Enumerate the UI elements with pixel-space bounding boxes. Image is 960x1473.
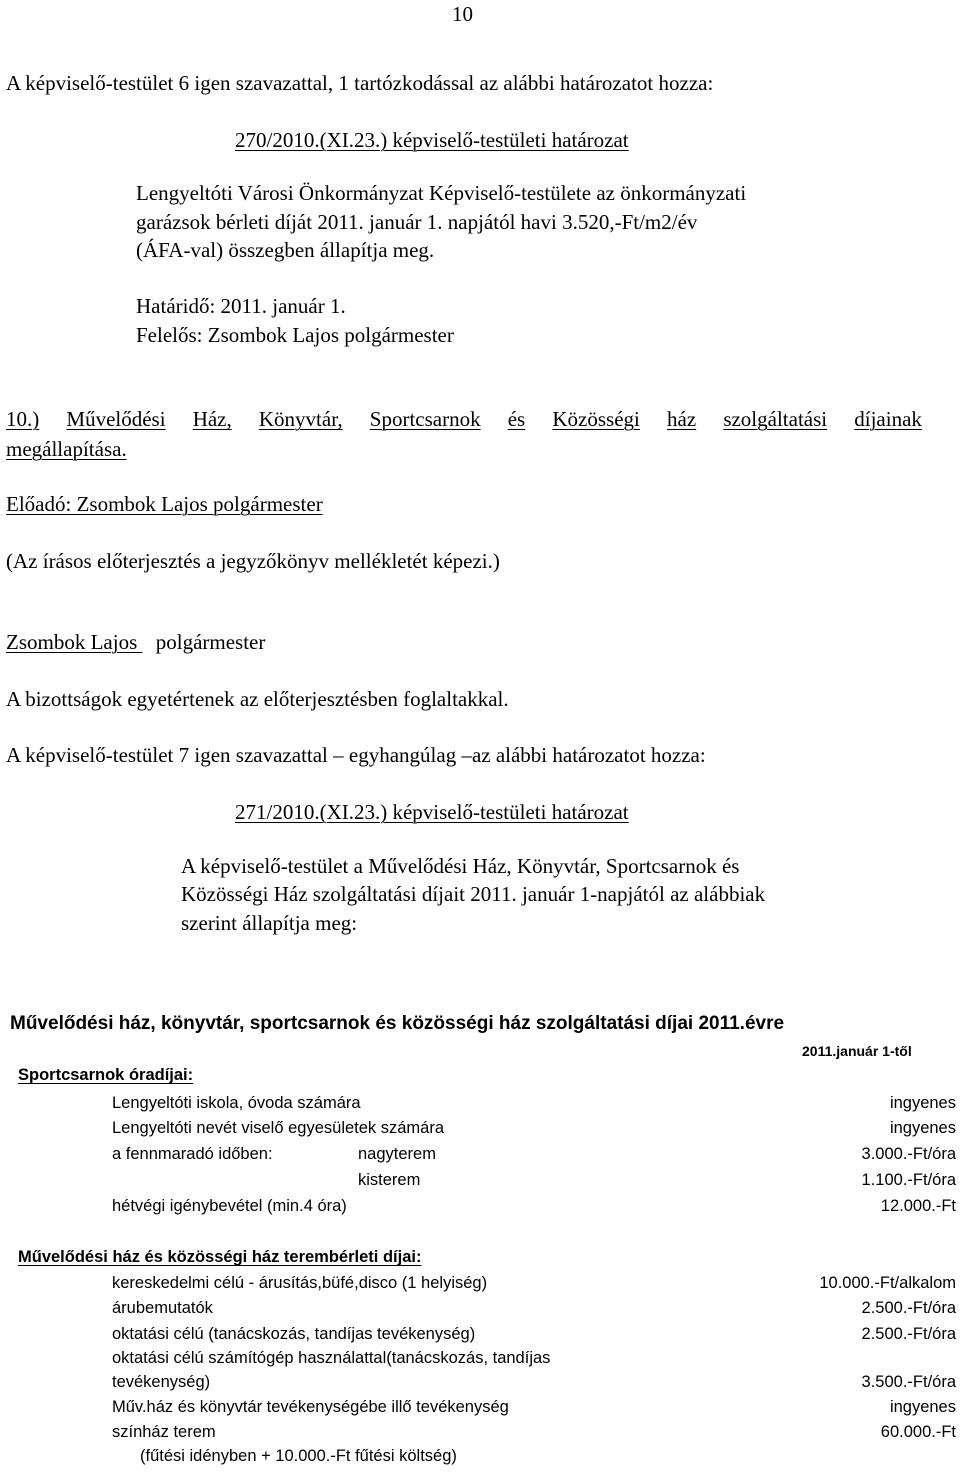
heading-word: Ház, (192, 407, 232, 431)
fee-value: 3.000.-Ft/óra (861, 1145, 956, 1163)
fee-value: ingyenes (889, 1119, 956, 1137)
speaker (6, 632, 265, 653)
page-number: 10 (452, 2, 473, 26)
fee-sublabel: kisterem (358, 1171, 421, 1189)
fee-value: 10.000.-Ft/alkalom (819, 1274, 956, 1292)
heading-word: és (507, 407, 526, 431)
resolution-270-deadline: Határidő: 2011. január 1. (136, 294, 346, 318)
speaker-title: polgármester (155, 630, 266, 654)
fee-value: 12.000.-Ft (880, 1197, 956, 1215)
vote-statement-1: A képviselő-testület 6 igen szavazattal, 1 tartózkodással az alábbi határozatot hozza: (6, 71, 714, 95)
fee-label: kereskedelmi célú - árusítás,büfé,disco (1 helyiség) (112, 1274, 488, 1292)
fee-label: Lengyeltóti iskola, óvoda számára (112, 1094, 361, 1112)
resolution-271-line-2: Közösségi Ház szolgáltatási díjait 2011. január 1-napjától az alábbiak (181, 882, 766, 906)
fee-value: 2.500.-Ft/óra (861, 1325, 956, 1343)
speaker-name: Zsombok Lajos (6, 630, 143, 654)
fee-label: színház terem (112, 1423, 216, 1441)
proposal-note: (Az írásos előterjesztés a jegyzőkönyv mellékletét képezi.) (6, 549, 500, 573)
fee-value: 1.100.-Ft/óra (861, 1171, 956, 1189)
fee-value: 60.000.-Ft (880, 1423, 956, 1441)
heading-word: 10.) (6, 407, 40, 431)
agenda-item-10-heading-line-2: megállapítása. (6, 437, 127, 461)
committee-statement: A bizottságok egyetértenek az előterjesztésben foglaltakkal. (6, 687, 509, 711)
resolution-270-responsible: Felelős: Zsombok Lajos polgármester (136, 323, 454, 347)
fee-label: a fennmaradó időben: (112, 1145, 273, 1163)
fee-label: árubemutatók (112, 1299, 213, 1317)
heating-surcharge-note: (fűtési idényben + 10.000.-Ft fűtési költség) (140, 1447, 457, 1465)
fee-label: hétvégi igénybevétel (min.4 óra) (112, 1197, 347, 1215)
heading-word: szolgáltatási (723, 407, 828, 431)
heading-word: Sportcsarnok (369, 407, 481, 431)
resolution-271-number: 271/2010.(XI.23.) képviselő-testületi határozat (235, 800, 629, 824)
resolution-271-line-3: szerint állapítja meg: (181, 911, 358, 935)
heading-word: díjainak (854, 407, 922, 431)
fee-label: Műv.ház és könyvtár tevékenységébe illő tevékenység (112, 1398, 509, 1416)
fee-value: 2.500.-Ft/óra (861, 1299, 956, 1317)
heading-word: Könyvtár, (258, 407, 343, 431)
fee-table-valid-from: 2011.január 1-től (802, 1043, 912, 1059)
heading-word: ház (667, 407, 697, 431)
presenter: Előadó: Zsombok Lajos polgármester (6, 492, 323, 516)
resolution-271-line-1: A képviselő-testület a Művelődési Ház, Könyvtár, Sportcsarnok és (181, 854, 740, 878)
resolution-270-number: 270/2010.(XI.23.) képviselő-testületi határozat (235, 128, 629, 152)
fee-label-continued: tevékenység) (112, 1373, 211, 1391)
fee-label: Lengyeltóti nevét viselő egyesületek számára (112, 1119, 445, 1137)
fee-value: ingyenes (889, 1398, 956, 1416)
fee-table-title: Művelődési ház, könyvtár, sportcsarnok és közösségi ház szolgáltatási díjai 2011.évre (10, 1013, 785, 1034)
fee-label: oktatási célú számítógép használattal(tanácskozás, tandíjas (112, 1349, 551, 1367)
resolution-270-line-3: (ÁFA-val) összegben állapítja meg. (136, 238, 435, 262)
vote-statement-2: A képviselő-testület 7 igen szavazattal – egyhangúlag –az alábbi határozatot hozza: (6, 743, 706, 767)
agenda-item-10-heading (6, 409, 922, 430)
heading-word: Közösségi (552, 407, 640, 431)
fee-value: ingyenes (889, 1094, 956, 1112)
community-hall-heading: Művelődési ház és közösségi ház terembérleti díjai: (18, 1248, 422, 1266)
fee-label: oktatási célú (tanácskozás, tandíjas tevékenység) (112, 1325, 476, 1343)
heading-word: Művelődési (66, 407, 166, 431)
sport-hall-heading: Sportcsarnok óradíjai: (18, 1066, 194, 1084)
resolution-270-line-2: garázsok bérleti díját 2011. január 1. napjától havi 3.520,-Ft/m2/év (136, 210, 698, 234)
resolution-270-line-1: Lengyeltóti Városi Önkormányzat Képviselő-testülete az önkormányzati (136, 181, 747, 205)
fee-sublabel: nagyterem (358, 1145, 436, 1163)
fee-value: 3.500.-Ft/óra (861, 1373, 956, 1391)
